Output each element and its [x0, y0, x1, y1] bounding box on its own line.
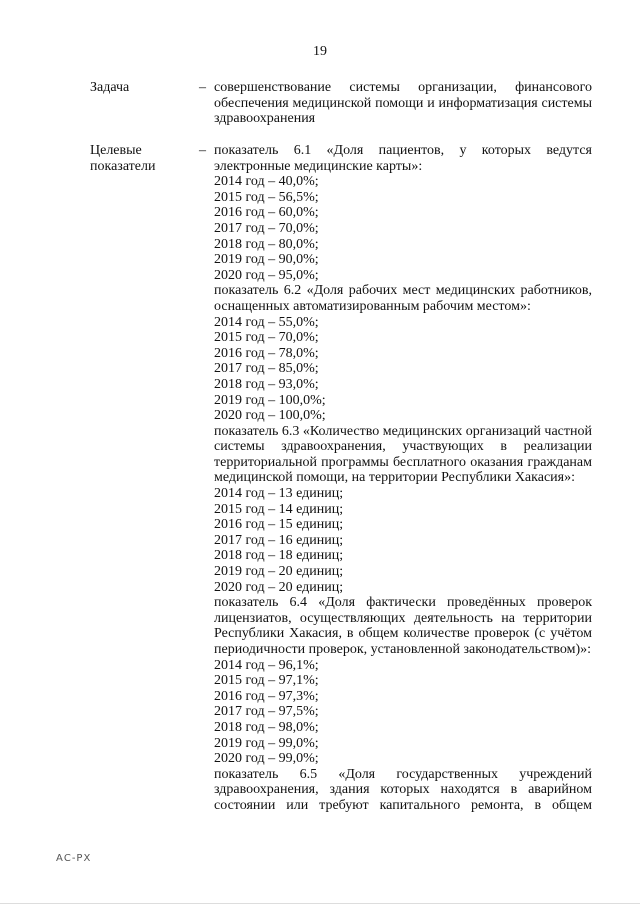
text-line: системы здравоохранения, участвующих в реализации — [214, 439, 592, 455]
text-line: 2020 год – 20 единиц; — [214, 579, 344, 595]
text-line: 2014 год – 55,0%; — [214, 314, 319, 330]
text-line: оснащенных автоматизированным рабочим местом»: — [214, 298, 531, 314]
text-line: 2017 год – 97,5%; — [214, 704, 319, 720]
text-line: 2016 год – 97,3%; — [214, 688, 319, 704]
text-line: показатель 6.2 «Доля рабочих мест медицинских работников, — [214, 283, 592, 299]
text-line: совершенствование системы организации, финансового — [214, 80, 592, 95]
text-line: электронные медицинские карты»: — [214, 158, 423, 174]
text-line: 2015 год – 70,0%; — [214, 330, 319, 346]
section-label-line: Задача — [90, 80, 130, 95]
text-line: лицензиатов, осуществляющих деятельность на территории — [214, 610, 592, 626]
text-line: 2014 год – 13 единиц; — [214, 486, 344, 502]
section-content — [214, 143, 592, 814]
text-line: здравоохранения, здания которых находятся в аварийном — [214, 782, 592, 798]
text-line: 2017 год – 16 единиц; — [214, 532, 344, 548]
section-label — [90, 80, 200, 96]
text-line: территориальной программы бесплатного оказания гражданам — [214, 454, 592, 470]
text-line: 2017 год – 70,0%; — [214, 220, 319, 236]
text-line: 2020 год – 100,0%; — [214, 408, 326, 424]
text-line: показатель 6.4 «Доля фактически проведённых проверок — [214, 595, 592, 611]
text-line: 2016 год – 15 единиц; — [214, 517, 344, 533]
text-line: 2018 год – 80,0%; — [214, 236, 319, 252]
text-line: 2015 год – 56,5%; — [214, 189, 319, 205]
text-line: 2019 год – 20 единиц; — [214, 564, 344, 580]
bottom-rule — [0, 903, 640, 904]
section-label-line: показатели — [90, 158, 156, 174]
text-line: периодичности проверок, установленной законодательством)»: — [214, 642, 592, 657]
text-line: 2019 год – 99,0%; — [214, 735, 319, 751]
footer-stamp: АС-РХ — [56, 853, 92, 864]
text-line: Республики Хакасия, в общем количестве проверок (с учётом — [214, 626, 592, 642]
text-line: здравоохранения — [214, 111, 316, 127]
text-line: 2017 год – 85,0%; — [214, 361, 319, 377]
text-line: 2016 год – 60,0%; — [214, 205, 319, 221]
text-line: 2020 год – 95,0%; — [214, 267, 319, 283]
section-label — [90, 143, 200, 174]
page-number: 19 — [313, 44, 327, 59]
section-dash: – — [199, 80, 206, 95]
section-content — [214, 80, 592, 127]
text-line: обеспечения медицинской помощи и информатизация системы — [214, 95, 592, 111]
text-line: 2018 год – 98,0%; — [214, 719, 319, 735]
section-dash: – — [199, 143, 206, 158]
text-line: 2020 год – 99,0%; — [214, 751, 319, 767]
text-line: 2019 год – 100,0%; — [214, 392, 326, 408]
text-line: 2018 год – 93,0%; — [214, 376, 319, 392]
text-line: 2019 год – 90,0%; — [214, 252, 319, 268]
text-line: 2018 год – 18 единиц; — [214, 548, 344, 564]
text-line: 2016 год – 78,0%; — [214, 345, 319, 361]
text-line: состоянии или требуют капитального ремонта, в общем — [214, 797, 592, 813]
text-line: 2014 год – 40,0%; — [214, 174, 319, 190]
text-line: 2015 год – 97,1%; — [214, 673, 319, 689]
section-label-line: Целевые — [90, 143, 142, 158]
text-line: 2015 год – 14 единиц; — [214, 501, 344, 517]
text-line: 2014 год – 96,1%; — [214, 657, 319, 673]
text-line: показатель 6.5 «Доля государственных учреждений — [214, 766, 592, 782]
text-line: медицинской помощи, на территории Республики Хакасия»: — [214, 470, 575, 486]
text-line: показатель 6.3 «Количество медицинских организаций частной — [214, 423, 592, 439]
text-line: показатель 6.1 «Доля пациентов, у которых ведутся — [214, 143, 592, 158]
